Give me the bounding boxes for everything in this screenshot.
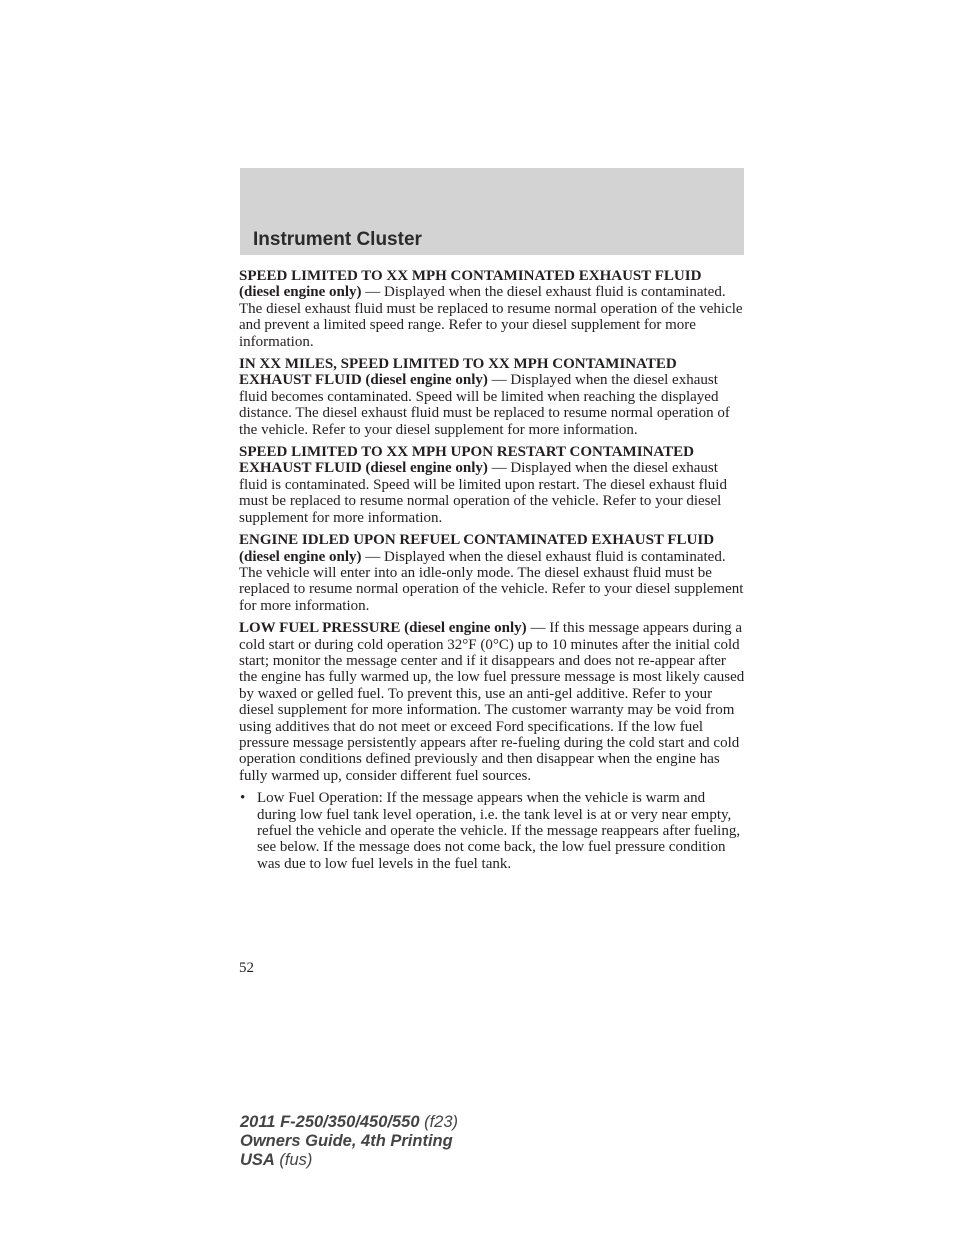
footer-line-market [240, 1151, 458, 1170]
message-heading: SPEED LIMITED TO XX MPH UPON RESTART CONTAMINATED EXHAUST FLUID (diesel engine only) [239, 444, 694, 477]
section-header-band [240, 168, 744, 255]
message-heading: IN XX MILES, SPEED LIMITED TO XX MPH CONTAMINATED EXHAUST FLUID (diesel engine only) [239, 356, 677, 389]
footer-line-model [240, 1113, 458, 1132]
footer-model-code: (f23) [419, 1113, 459, 1131]
footer-market: USA [240, 1151, 275, 1169]
message-description: — Displayed when the diesel exhaust fluid is contaminated. The vehicle will enter into an idle-only mode. The diesel exhaust fluid must be replaced to resume normal operation of the vehicle. Refer to your diesel supplement for more information. [239, 548, 744, 614]
message-heading: ENGINE IDLED UPON REFUEL CONTAMINATED EXHAUST FLUID (diesel engine only) [239, 532, 715, 565]
message-description: — Displayed when the diesel exhaust fluid is contaminated. The diesel exhaust fluid must be replaced to resume normal operation of the vehicle and prevent a limited speed range. Refer to your diesel supplement for more information. [239, 284, 743, 350]
message-description: — Displayed when the diesel exhaust fluid is contaminated. Speed will be limited upon restart. The diesel exhaust fluid must be replaced to resume normal operation of the vehicle. Refer to your diesel supplement for more information. [239, 460, 727, 526]
message-entry-upon-restart [239, 444, 745, 526]
message-entry-speed-limited [239, 268, 745, 350]
bullet-text: Low Fuel Operation: If the message appears when the vehicle is warm and during low fuel tank level operation, i.e. the tank level is at or very near empty, refuel the vehicle and operate the vehicle. If the message reappears after fueling, see below. If the message does not come back, the low fuel pressure condition was due to low fuel levels in the fuel tank. [257, 790, 741, 872]
footer-model: 2011 F-250/350/450/550 [240, 1113, 420, 1131]
message-entry-engine-idled [239, 532, 745, 614]
message-heading: SPEED LIMITED TO XX MPH CONTAMINATED EXHAUST FLUID (diesel engine only) [239, 268, 702, 301]
section-title: Instrument Cluster [253, 229, 422, 250]
document-footer [240, 1113, 458, 1170]
bullet-icon: • [240, 790, 246, 807]
message-description: — Displayed when the diesel exhaust fluid becomes contaminated. Speed will be limited when reaching the displayed distance. The diesel exhaust fluid must be replaced to resume normal operation of the vehicle. Refer to your diesel supplement for more information. [239, 372, 730, 438]
page-number: 52 [239, 960, 254, 976]
footer-line-guide [240, 1132, 458, 1151]
footer-market-code: (fus) [274, 1151, 313, 1169]
message-heading: LOW FUEL PRESSURE (diesel engine only) [239, 620, 527, 637]
bullet-item-low-fuel-operation [239, 790, 745, 872]
message-entry-low-fuel-pressure [239, 620, 745, 784]
message-entry-in-xx-miles [239, 356, 745, 438]
page-content [239, 268, 745, 872]
message-description: — If this message appears during a cold start or during cold operation 32°F (0°C) up to 10 minutes after the initial cold start; monitor the message center and if it disappears and does not re-appear after the engine has fully warmed up, the low fuel pressure message is most likely caused by waxed or gelled fuel. To prevent this, use an anti-gel additive. Refer to your diesel supplement for more information. The customer warranty may be void from using additives that do not meet or exceed Ford specifications. If the low fuel pressure message persistently appears after re-fueling during the cold start and cold operation conditions defined previously and then disappear when the engine has fully warmed up, consider different fuel sources. [239, 620, 745, 784]
footer-guide: Owners Guide, 4th Printing [240, 1132, 453, 1150]
